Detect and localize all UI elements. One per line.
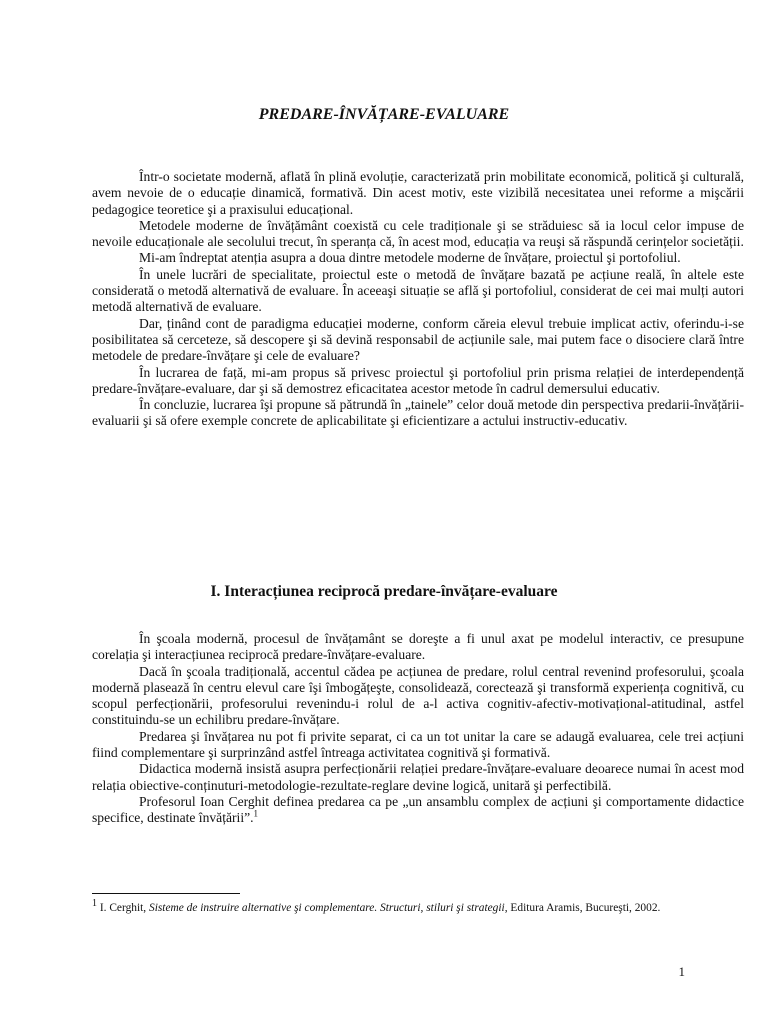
intro-paragraph-4: În unele lucrări de specialitate, proiectul este o metodă de învățare bazată pe acțiune reală, în altele este considerată o metodă alternativă de evaluare. În aceeaşi situație se află şi portofoliul, considerat de cei mai mulți autori metodă alternativă de evaluare. xyxy=(92,266,744,315)
intro-paragraph-3: Mi-am îndreptat atenția asupra a doua dintre metodele moderne de învățare, proiectul şi portofoliul. xyxy=(139,250,681,266)
section-paragraph-5 xyxy=(92,794,744,827)
footnote-separator xyxy=(92,893,240,894)
footnote xyxy=(92,898,744,919)
footnote-book-title: Sisteme de instruire alternative şi complementare. Structuri, stiluri şi strategii xyxy=(149,902,505,914)
document-title: PREDARE-ÎNVĂȚARE-EVALUARE xyxy=(258,106,510,123)
intro-paragraph-1: Într-o societate modernă, aflată în plină evoluție, caracterizată prin mobilitate economică, politică şi culturală, avem nevoie de o educație dinamică, formativă. Din acest motiv, este vizibilă necesitatea unei reforme a mişcării pedagogice teoretice şi a praxisului educațional. xyxy=(92,169,744,217)
footnote-publisher: , Editura Aramis, Bucureşti, 2002. xyxy=(504,902,661,914)
intro-paragraph-7: În concluzie, lucrarea îşi propune să pătrundă în „tainele” celor două metode din perspectiva predarii-învățării-evaluarii şi să ofere exemple concrete de aplicabilitate şi eficientizare a actului instructiv-educativ. xyxy=(92,397,744,429)
intro-paragraph-5: Dar, ținând cont de paradigma educației moderne, conform căreia elevul trebuie implicat activ, oferindu-i-se posibilitatea să cerceteze, să descopere şi să devină responsabil de acțiunile sale, mai putem face o disociere clară între metodele de predare-învățare şi cele de evaluare? xyxy=(92,315,744,364)
intro-paragraph-2: Metodele moderne de învățământ coexistă cu cele tradiționale şi se străduiesc să ia locul celor impuse de nevoile educaționale ale secolului trecut, în speranța că, în acest mod, educația va reuşi să răspundă cerințelor societății. xyxy=(92,217,744,250)
page-number: 1 xyxy=(678,964,685,979)
footnote-reference: 1 xyxy=(253,808,259,819)
footnote-author: I. Cerghit, xyxy=(97,902,149,914)
section-paragraph-4: Didactica modernă insistă asupra perfecționării relației predare-învățare-evaluare deoarece numai în acest mod relația obiective-conținuturi-metodologie-rezultate-reglare devine logică, unitară şi perfectibilă. xyxy=(92,761,744,793)
section-paragraph-1: În şcoala modernă, procesul de învățamânt se doreşte a fi unul axat pe modelul interactiv, ce presupune corelația şi interacțiunea reciprocă predare-învățare-evaluare. xyxy=(92,631,744,663)
section-paragraph-3: Predarea şi învățarea nu pot fi privite separat, ci ca un tot unitar la care se adaugă evaluarea, cele trei acțiuni fiind complementare şi surprinzând astfel întreaga activitatea cognitivă şi formativă. xyxy=(92,728,744,761)
section-body xyxy=(92,631,744,827)
intro-section xyxy=(92,169,744,430)
section-paragraph-2: Dacă în şcoala tradițională, accentul cădea pe acțiunea de predare, rolul central revenind profesorului, şcoala modernă plasează în centru elevul care îşi îmbogățeşte, consolidează, corectează şi transformă experiența cognitivă, cu scopul perfecționării, profesorului revenindu-i rolul de a-l activa cognitiv-afectiv-motivațional-atitudinal, astfel constituindu-se un echilibru predare-învățare. xyxy=(92,663,744,728)
footnote-number: 1 xyxy=(92,898,97,910)
intro-paragraph-6: În lucrarea de față, mi-am propus să privesc proiectul şi portofoliul prin prisma relației de interdependență predare-învățare-evaluare, dar şi să demostrez eficacitatea acestor metode în cadrul demersului educativ. xyxy=(92,364,744,396)
section-paragraph-5-text: Profesorul Ioan Cerghit definea predarea ca pe „un ansamblu complex de acțiuni şi comportamente didactice specifice, destinate învățării”. xyxy=(92,793,744,826)
section-heading: I. Interacțiunea reciprocă predare-învățare-evaluare xyxy=(210,583,558,600)
